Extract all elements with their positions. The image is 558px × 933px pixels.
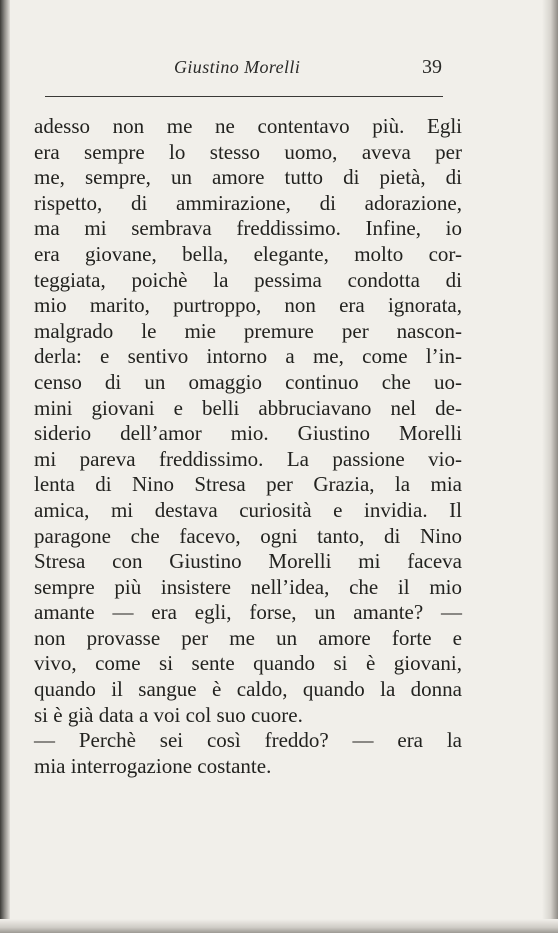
text-line: — Perchè sei così freddo? — era la: [34, 728, 462, 753]
text-line: ma mi sembrava freddissimo. Infine, io: [34, 216, 462, 241]
page-bottom-edge: [0, 919, 558, 933]
text-line: non provasse per me un amore forte e: [34, 625, 462, 650]
text-line: mio marito, purtroppo, non era ignorata,: [34, 293, 462, 318]
body-text: [34, 114, 462, 779]
text-line: derla: e sentivo intorno a me, come l’in-: [34, 344, 462, 369]
text-line: paragone che facevo, ogni tanto, di Nino: [34, 523, 462, 548]
text-line: si è già data a voi col suo cuore.: [34, 702, 303, 727]
text-line: censo di un omaggio continuo che uo-: [34, 369, 462, 394]
text-line: Stresa con Giustino Morelli mi faceva: [34, 549, 462, 574]
text-line: quando il sangue è caldo, quando la donna: [34, 677, 462, 702]
running-head: [0, 57, 558, 87]
page-spine-shadow: [0, 0, 10, 933]
text-line: mini giovani e belli abbruciavano nel de-: [34, 395, 462, 420]
text-line: siderio dell’amor mio. Giustino Morelli: [34, 421, 462, 446]
text-line: teggiata, poichè la pessima condotta di: [34, 267, 462, 292]
header-rule: [45, 96, 443, 97]
text-line: mi pareva freddissimo. La passione vio-: [34, 446, 462, 471]
text-line: rispetto, di ammirazione, di adorazione,: [34, 190, 462, 215]
text-line: amica, mi destava curiosità e invidia. Il: [34, 497, 462, 522]
page-number: 39: [422, 56, 442, 78]
text-line: lenta di Nino Stresa per Grazia, la mia: [34, 472, 462, 497]
text-line: amante — era egli, forse, un amante? —: [34, 600, 462, 625]
text-line: sempre più insistere nell’idea, che il mio: [34, 574, 462, 599]
page-right-edge: [542, 0, 558, 933]
text-line: era giovane, bella, elegante, molto cor-: [34, 241, 462, 266]
text-line: mia interrogazione costante.: [34, 753, 272, 778]
text-line: vivo, come si sente quando si è giovani,: [34, 651, 462, 676]
text-line: malgrado le mie premure per nascon-: [34, 318, 462, 343]
running-title: Giustino Morelli: [174, 57, 301, 77]
text-line: era sempre lo stesso uomo, aveva per: [34, 139, 462, 164]
text-line: me, sempre, un amore tutto di pietà, di: [34, 165, 462, 190]
text-line: adesso non me ne contentavo più. Egli: [34, 114, 462, 138]
